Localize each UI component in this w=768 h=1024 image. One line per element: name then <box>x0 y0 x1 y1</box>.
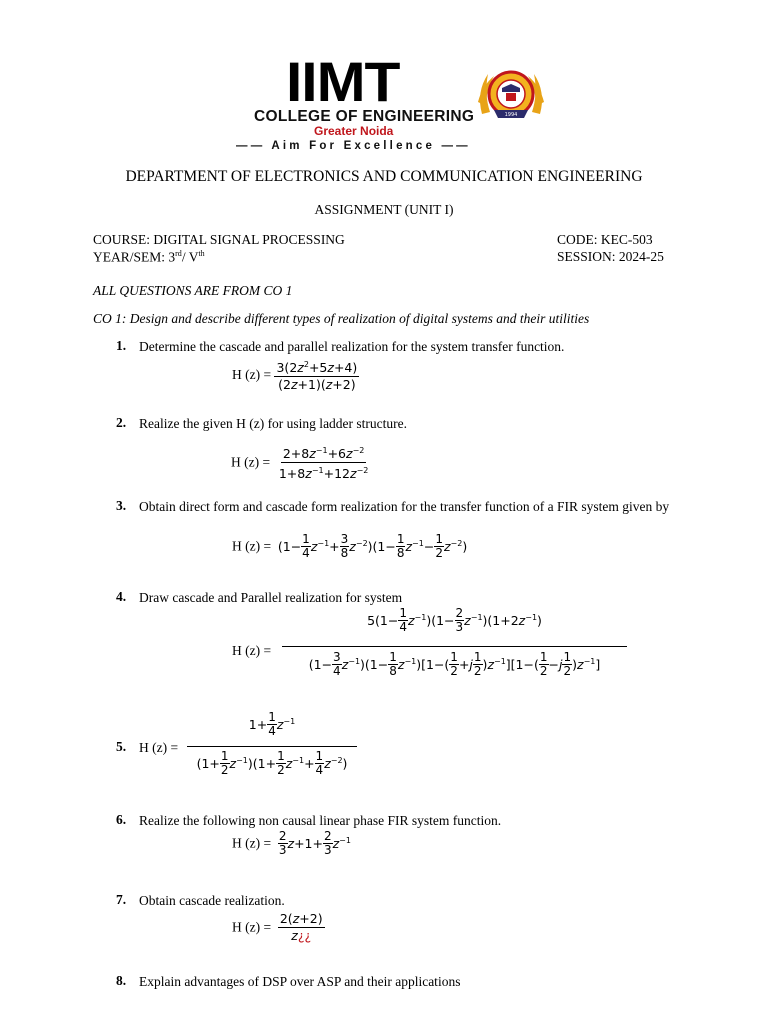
co-note: ALL QUESTIONS ARE FROM CO 1 <box>93 283 293 298</box>
question-text: Obtain cascade realization. <box>139 893 285 908</box>
logo-location-text: Greater Noida <box>314 124 394 138</box>
question-number: 2. <box>116 415 127 430</box>
logo-college-text: COLLEGE OF ENGINEERING <box>254 108 475 125</box>
equation-5-denominator: (1+ $\frac{1}{2}$ $z^{-1})(1+$ $\frac{1}{2}$ $z^{-1}+$ $\frac{1}{4}$ $z^{-2}$) <box>196 749 348 777</box>
course-code: CODE: KEC-503 <box>557 232 653 247</box>
equation-2: H (z) = $\frac{2+8z^{-1}+6z^{-2}}{1+8z^{-1}+12z^{-2}}$ <box>231 443 370 482</box>
equation-1: H (z) = $\frac{3(2z^2+5z+4)}{(2z+1)(z+2)}$ <box>232 357 359 393</box>
hz-label: H (z) = <box>232 538 272 554</box>
question-text: Obtain direct form and cascade form realization for the transfer function of a FIR system given by <box>139 499 670 514</box>
equation-7: H (z) = $\frac{2(z+2)}{z¿¿}$ <box>232 911 323 943</box>
fraction-bar <box>187 746 357 747</box>
fraction-bar <box>282 646 627 647</box>
question-text: Realize the following non causal linear phase FIR system function. <box>139 813 502 828</box>
college-emblem-icon <box>474 62 548 126</box>
hz-label: H (z) = <box>232 919 272 935</box>
question-number: 5. <box>116 739 127 754</box>
equation-4-denominator: (1− $\frac{3}{4}$ $z^{-1})(1-$ $\frac{1}{8}$ $z^{-1})[1-$( $\frac{1}{2}$ +j $\frac{1}{2}$ )$z^{-1}][1-$( $\frac{1}{2}$ −j $\frac{1}{2}$ )$z^{-1}$] <box>308 650 601 678</box>
question-number: 8. <box>116 973 127 988</box>
question-number: 4. <box>116 589 127 604</box>
hz-label: H (z) = <box>232 835 272 851</box>
question-text: H (z) = <box>139 740 179 755</box>
course-name: COURSE: DIGITAL SIGNAL PROCESSING <box>93 232 345 247</box>
question-number: 3. <box>116 498 127 513</box>
logo-main-text: IIMT <box>286 50 400 113</box>
question-number: 6. <box>116 812 127 827</box>
department-title: DEPARTMENT OF ELECTRONICS AND COMMUNICATION ENGINEERING <box>125 168 643 185</box>
session: SESSION: 2024-25 <box>557 249 664 264</box>
equation-6: H (z) = $\frac{2}{3}$ z+1+ $\frac{2}{3}$ $z^{-1}$ <box>232 829 351 857</box>
assignment-title: ASSIGNMENT (UNIT I) <box>314 202 454 217</box>
question-number: 1. <box>116 338 127 353</box>
hz-label: H (z) = <box>231 454 271 470</box>
question-text: Explain advantages of DSP over ASP and their applications <box>139 974 461 989</box>
svg-text:1994: 1994 <box>504 112 518 118</box>
equation-3: H (z) = (1− $\frac{1}{4}$ $z^{-1}+$ $\frac{3}{8}$ $z^{-2})(1-$ $\frac{1}{8}$ $z^{-1}-$ $\frac{1}{2}$ $z^{-2}$) <box>232 532 468 560</box>
year-sem: YEAR/SEM: 3rd/ Vth <box>93 249 205 265</box>
question-number: 7. <box>116 892 127 907</box>
logo-tagline: —— Aim For Excellence —— <box>236 140 471 152</box>
hz-label: H (z) = <box>232 367 272 383</box>
question-text: Realize the given H (z) for using ladder structure. <box>139 416 408 431</box>
equation-5-numerator: 1+ $\frac{1}{4}$ $z^{-1}$ <box>248 710 296 738</box>
equation-4-numerator: 5(1− $\frac{1}{4}$ $z^{-1})(1-$ $\frac{2}{3}$ $z^{-1})(1+2z^{-1})$ <box>367 606 542 634</box>
question-text: Determine the cascade and parallel realization for the system transfer function. <box>139 339 565 354</box>
hz-label: H (z) = <box>232 643 272 658</box>
question-text: Draw cascade and Parallel realization for system <box>139 590 403 605</box>
co-description: CO 1: Design and describe different types of realization of digital systems and their utilities <box>93 311 590 326</box>
